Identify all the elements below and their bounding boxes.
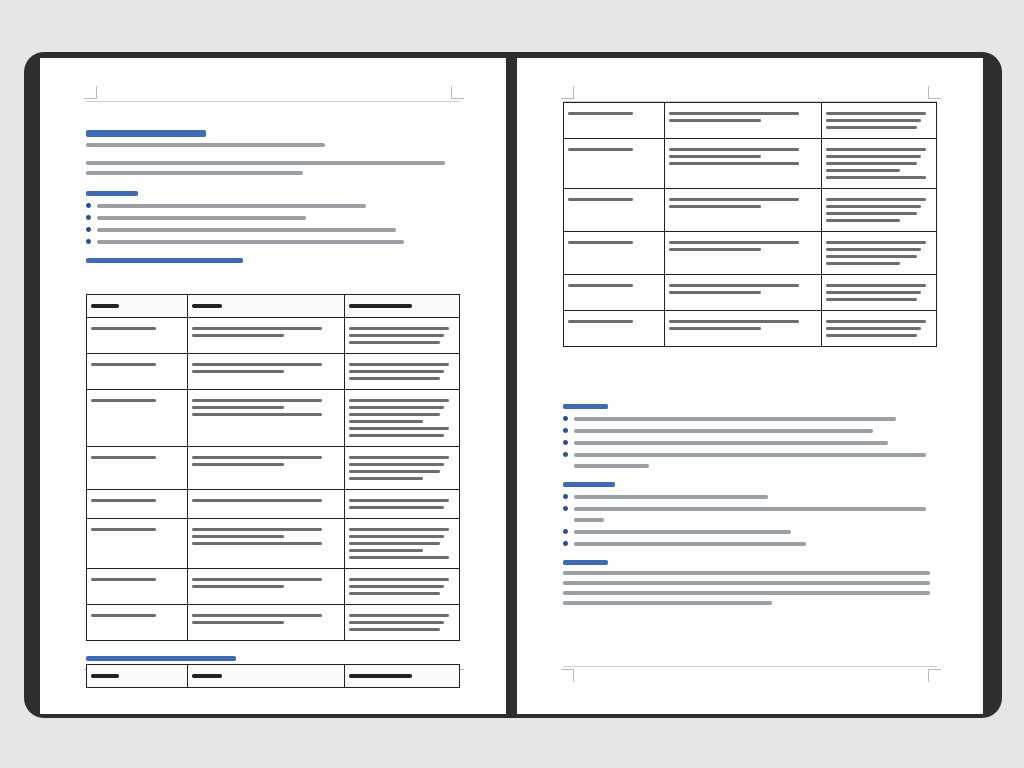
table-row bbox=[87, 446, 459, 489]
table-row bbox=[87, 353, 459, 389]
running-footer bbox=[563, 666, 937, 681]
table-row bbox=[87, 317, 459, 353]
document-page-left bbox=[40, 58, 506, 714]
notes-sections bbox=[563, 398, 937, 611]
table-row bbox=[87, 568, 459, 604]
table-row bbox=[87, 389, 459, 446]
document-page-right bbox=[517, 58, 983, 714]
running-header bbox=[86, 87, 460, 102]
table-row bbox=[564, 231, 936, 274]
table-row bbox=[564, 188, 936, 231]
table-row bbox=[87, 604, 459, 640]
table-header-row bbox=[87, 295, 459, 317]
table-row bbox=[564, 103, 936, 138]
schedule-table bbox=[86, 294, 460, 641]
schedule-table bbox=[563, 102, 937, 347]
table-row bbox=[564, 138, 936, 188]
table-row bbox=[87, 518, 459, 568]
table-row bbox=[564, 310, 936, 346]
running-header bbox=[563, 87, 937, 102]
table-row bbox=[87, 489, 459, 518]
table-row bbox=[564, 274, 936, 310]
schedule-table-continued bbox=[86, 664, 460, 688]
document-title-block bbox=[86, 124, 460, 269]
